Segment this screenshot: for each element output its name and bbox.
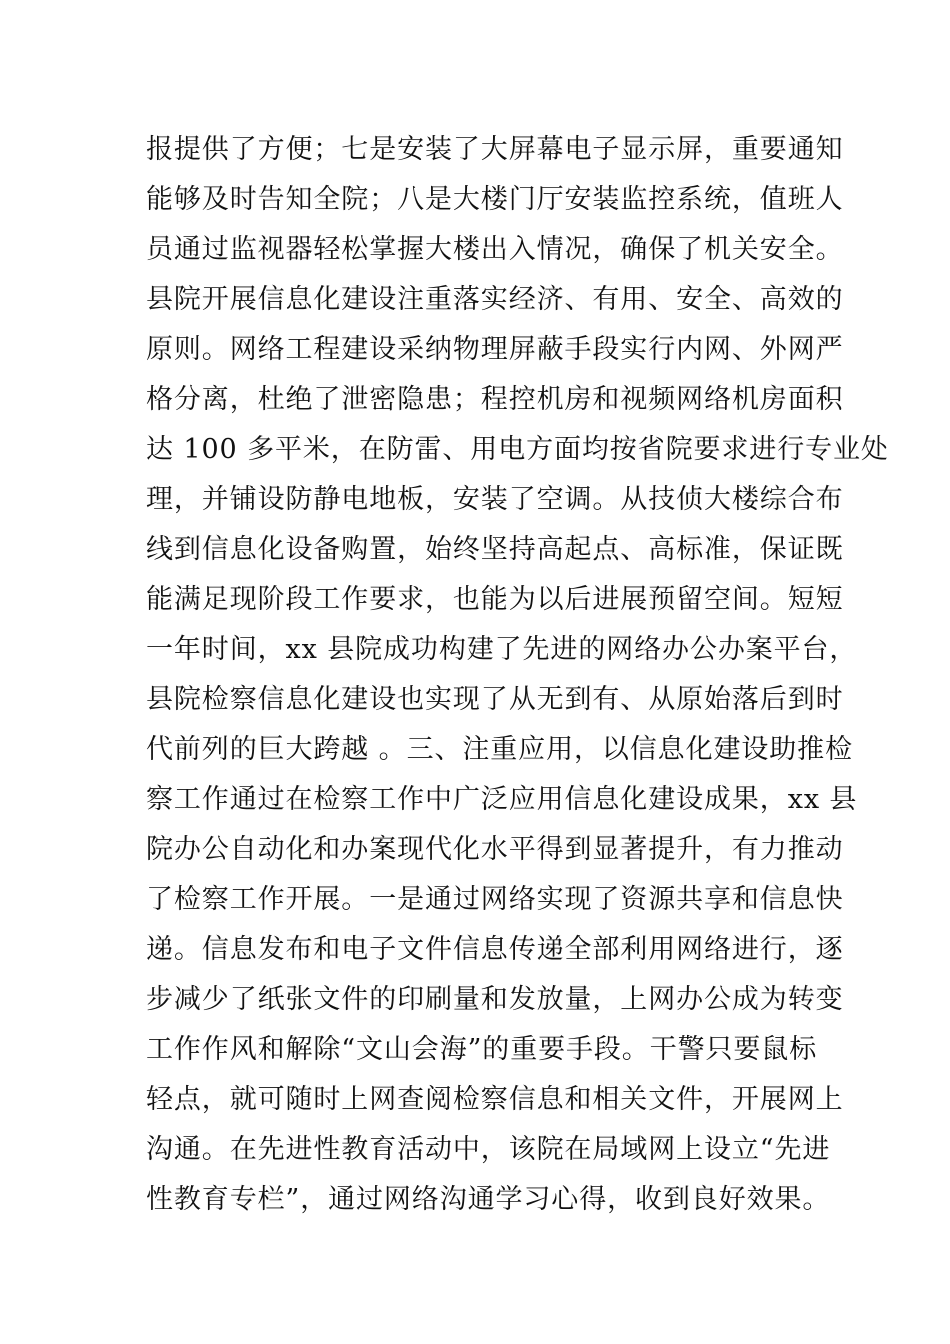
text-line: 性教育专栏”，通过网络沟通学习心得，收到良好效果。	[146, 1184, 831, 1215]
text-line: 县院检察信息化建设也实现了从无到有、从原始落后到时	[146, 684, 844, 715]
text-line: 代前列的巨大跨越 。三、注重应用，以信息化建设助推检	[146, 734, 853, 765]
text-line: 能够及时告知全院；八是大楼门厅安装监控系统，值班人	[146, 184, 844, 215]
text-line: 能满足现阶段工作要求，也能为以后进展预留空间。短短	[146, 584, 844, 615]
text-line: 步减少了纸张文件的印刷量和发放量，上网办公成为转变	[146, 984, 844, 1015]
text-line: 线到信息化设备购置，始终坚持高起点、高标准，保证既	[146, 534, 844, 565]
text-line: 格分离，杜绝了泄密隐患；程控机房和视频网络机房面积	[146, 384, 844, 415]
text-line: 理，并铺设防静电地板，安装了空调。从技侦大楼综合布	[146, 484, 844, 515]
text-line: 报提供了方便；七是安装了大屏幕电子显示屏，重要通知	[146, 134, 844, 165]
text-line: 一年时间，xx 县院成功构建了先进的网络办公办案平台，	[146, 634, 858, 665]
text-line: 沟通。在先进性教育活动中，该院在局域网上设立“先进	[146, 1134, 831, 1165]
text-line: 达 100 多平米，在防雷、用电方面均按省院要求进行专业处	[146, 434, 889, 465]
text-line: 工作作风和解除“文山会海”的重要手段。干警只要鼠标	[146, 1034, 818, 1065]
text-line: 了检察工作开展。一是通过网络实现了资源共享和信息快	[146, 884, 844, 915]
text-line: 原则。网络工程建设采纳物理屏蔽手段实行内网、外网严	[146, 334, 844, 365]
text-line: 县院开展信息化建设注重落实经济、有用、安全、高效的	[146, 284, 844, 315]
body-text	[146, 125, 889, 1225]
text-line: 员通过监视器轻松掌握大楼出入情况，确保了机关安全。	[146, 234, 844, 265]
text-line: 递。信息发布和电子文件信息传递全部利用网络进行，逐	[146, 934, 844, 965]
text-line: 院办公自动化和办案现代化水平得到显著提升，有力推动	[146, 834, 844, 865]
text-line: 察工作通过在检察工作中广泛应用信息化建设成果，xx 县	[146, 784, 858, 815]
text-line: 轻点，就可随时上网查阅检察信息和相关文件，开展网上	[146, 1084, 844, 1115]
